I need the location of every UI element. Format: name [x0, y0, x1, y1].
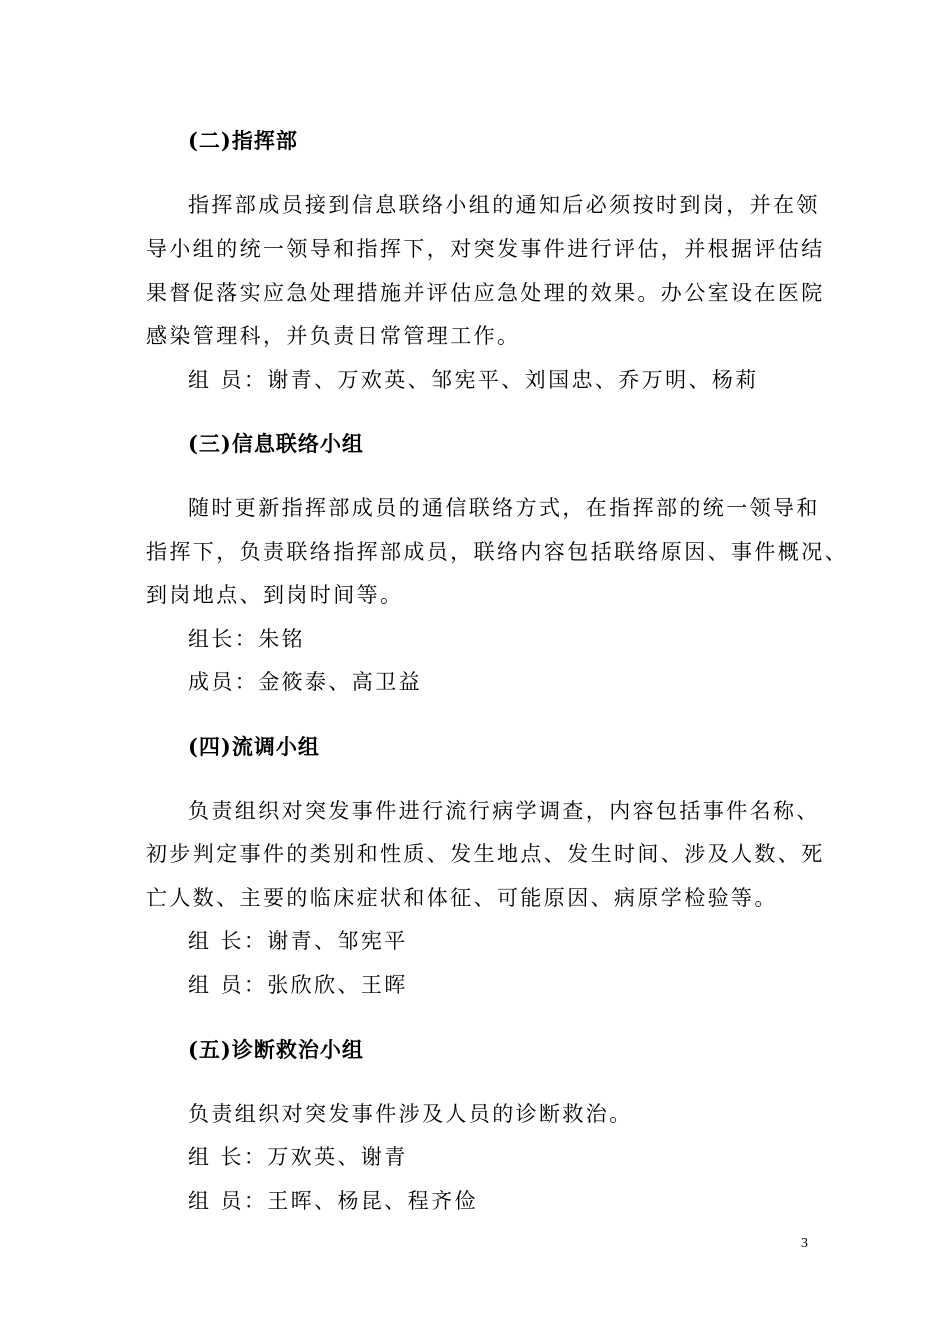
page-number: 3: [801, 1236, 808, 1251]
section-heading: (四)流调小组: [188, 734, 320, 759]
section-heading: (五)诊断救治小组: [188, 1037, 364, 1062]
paragraph-line: 感染管理科，并负责日常管理工作。: [146, 324, 521, 348]
paragraph-line: 果督促落实应急处理措施并评估应急处理的效果。办公室设在医院: [146, 281, 825, 305]
members-line: 组 员：谢青、万欢英、邹宪平、刘国忠、乔万明、杨莉: [188, 368, 759, 392]
paragraph-line: 指挥部成员接到信息联络小组的通知后必须按时到岗，并在领: [188, 193, 820, 217]
paragraph-line: 随时更新指挥部成员的通信联络方式，在指挥部的统一领导和: [188, 496, 820, 520]
paragraph-line: 初步判定事件的类别和性质、发生地点、发生时间、涉及人数、死: [146, 842, 825, 866]
members-line: 成员：金筱泰、高卫益: [188, 670, 422, 694]
section-heading: (二)指挥部: [188, 128, 298, 153]
section-heading: (三)信息联络小组: [188, 431, 364, 456]
paragraph-line: 亡人数、主要的临床症状和体征、可能原因、病原学检验等。: [146, 886, 778, 910]
paragraph-line: 指挥下，负责联络指挥部成员，联络内容包括联络原因、事件概况、: [146, 540, 848, 564]
members-line: 组 员：王晖、杨昆、程齐俭: [188, 1189, 478, 1213]
leader-line: 组 长：谢青、邹宪平: [188, 929, 408, 953]
paragraph-line: 负责组织对突发事件涉及人员的诊断救治。: [188, 1102, 633, 1126]
leader-line: 组 长：万欢英、谢青: [188, 1145, 408, 1169]
leader-line: 组长：朱铭: [188, 627, 305, 651]
paragraph-line: 到岗地点、到岗时间等。: [146, 583, 404, 607]
members-line: 组 员：张欣欣、王晖: [188, 973, 408, 997]
paragraph-line: 负责组织对突发事件进行流行病学调查，内容包括事件名称、: [188, 799, 820, 823]
paragraph-line: 导小组的统一领导和指挥下，对突发事件进行评估，并根据评估结: [146, 237, 825, 261]
